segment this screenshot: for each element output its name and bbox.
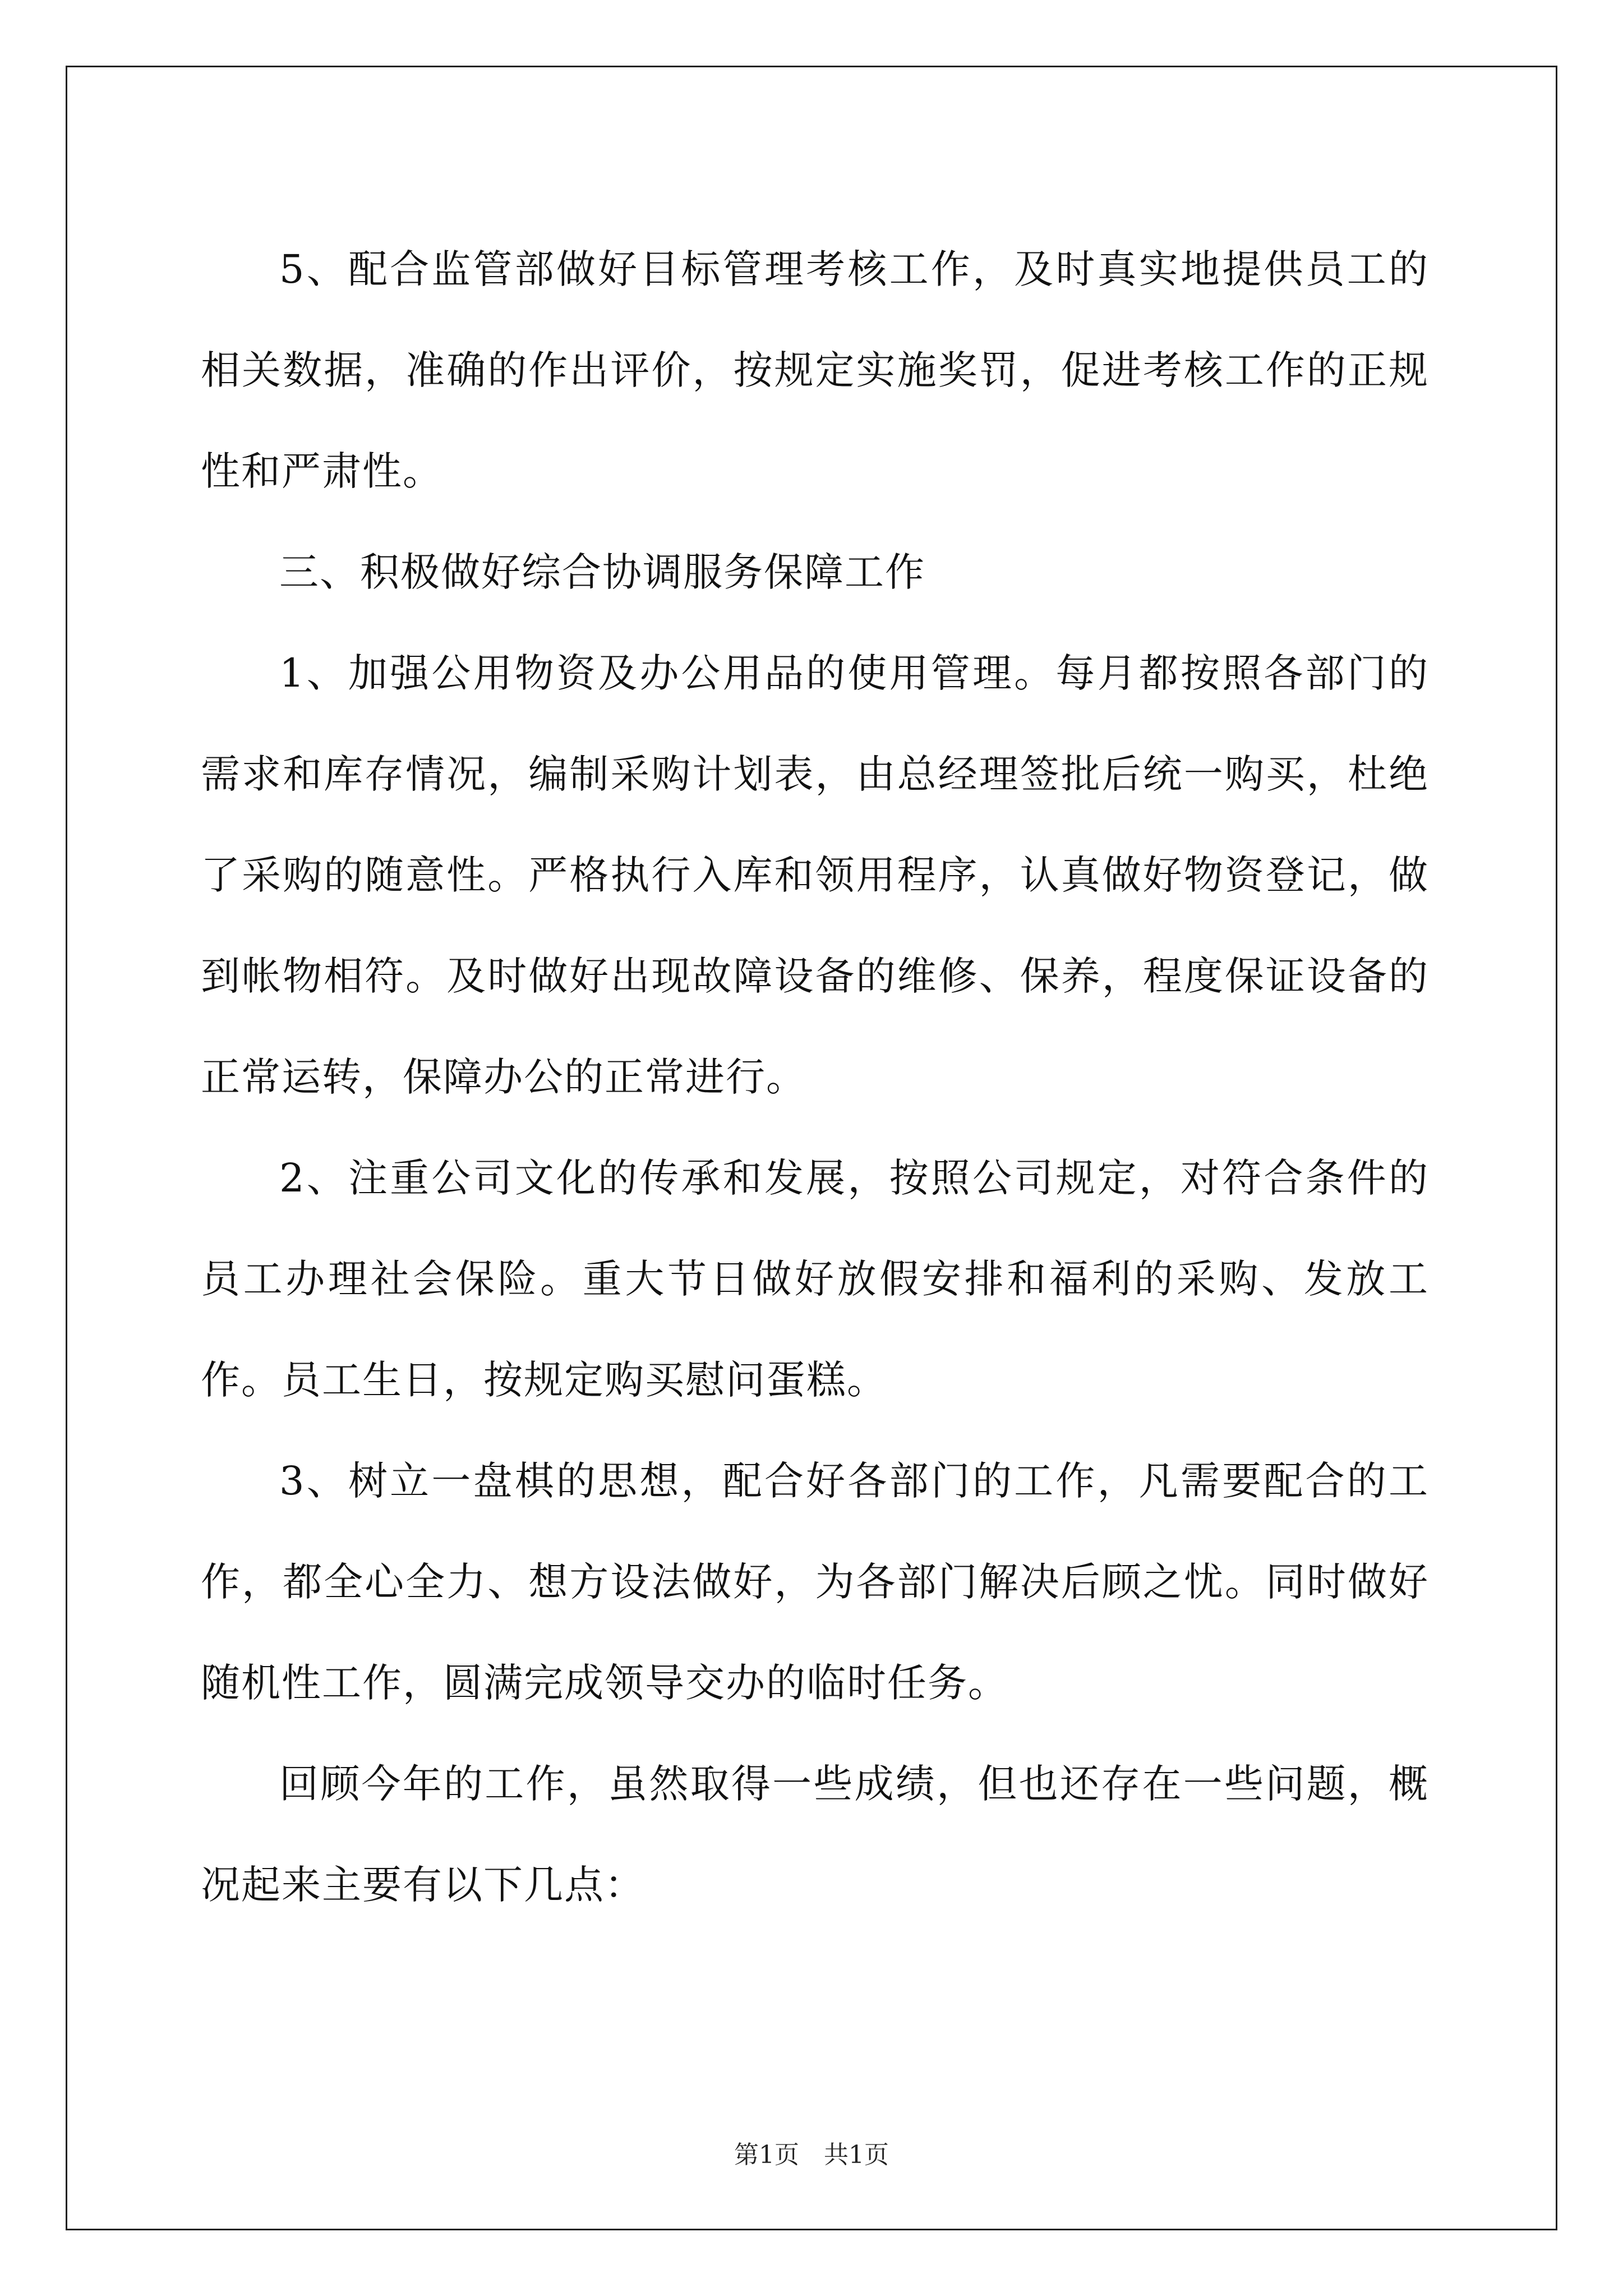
page-footer: 第1页 共1页 [734,2141,889,2169]
paragraph-item-1: 1、加强公用物资及办公用品的使用管理。每月都按照各部门的需求和库存情况，编制采购计划表，由总经理签批后统一购买，杜绝了采购的随意性。严格执行入库和领用程序，认真做好物资登记，做到帐物相符。及时做好出现故障设备的维修、保养，程度保证设备的正常运转，保障办公的正常进行。 [201,650,1429,1100]
document-body [201,219,1429,1935]
paragraph-review: 回顾今年的工作，虽然取得一些成绩，但也还存在一些问题，概况起来主要有以下几点： [201,1761,1429,1908]
paragraph-item-3: 3、树立一盘棋的思想，配合好各部门的工作，凡需要配合的工作，都全心全力、想方设法做好，为各部门解决后顾之忧。同时做好随机性工作，圆满完成领导交办的临时任务。 [201,1458,1429,1706]
section-heading-3: 三、积极做好综合协调服务保障工作 [279,549,925,595]
paragraph-item-2: 2、注重公司文化的传承和发展，按照公司规定，对符合条件的员工办理社会保险。重大节日做好放假安排和福利的采购、发放工作。员工生日，按规定购买慰问蛋糕。 [201,1155,1429,1403]
paragraph-item-5: 5、配合监管部做好目标管理考核工作，及时真实地提供员工的相关数据，准确的作出评价，按规定实施奖罚，促进考核工作的正规性和严肃性。 [201,246,1429,494]
